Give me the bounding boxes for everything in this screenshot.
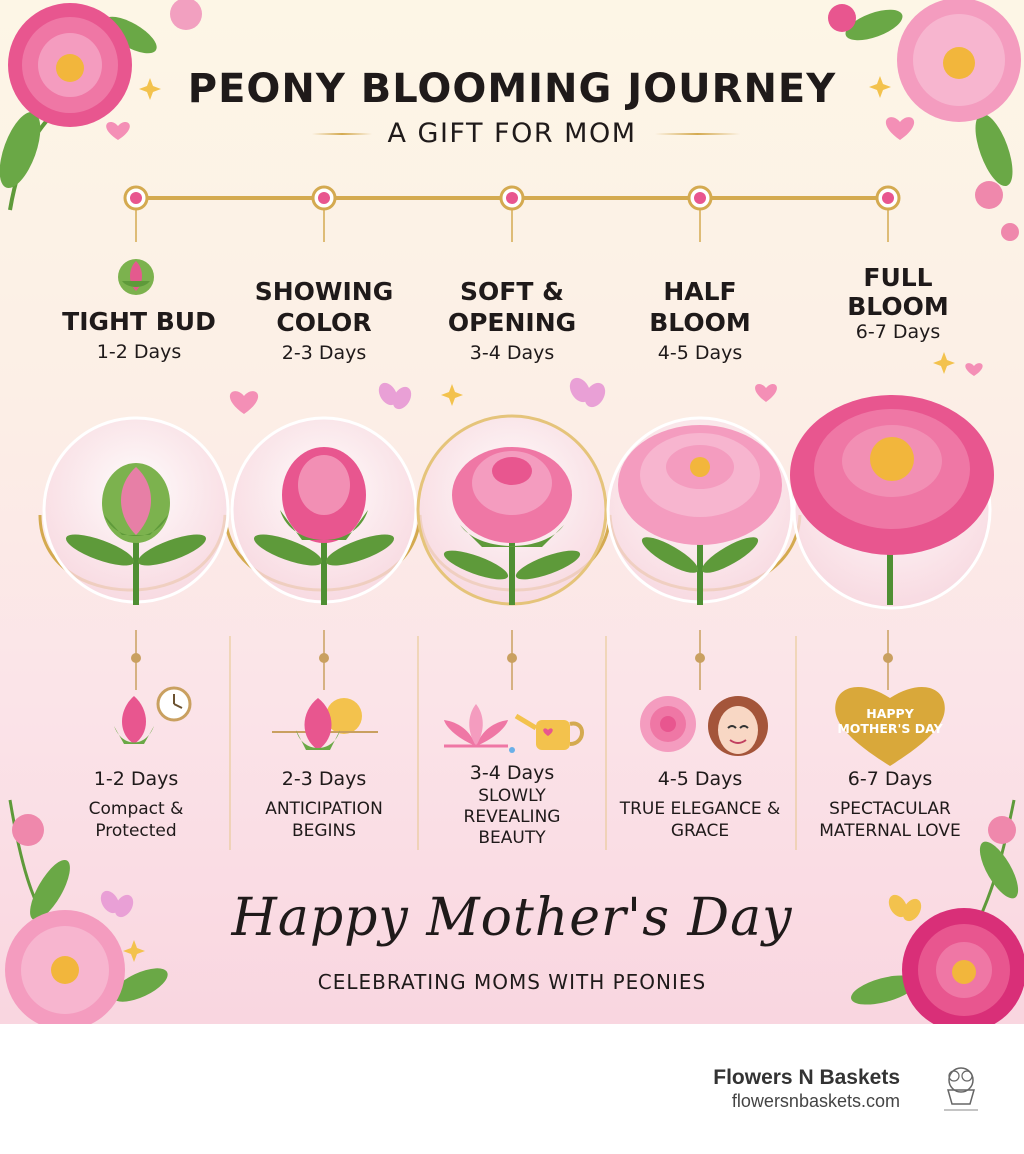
summary-days: 2-3 Days xyxy=(281,768,367,790)
summary-description: TRUE ELEGANCE & GRACE xyxy=(619,799,781,841)
summary-description: SLOWLY REVEALING BEAUTY xyxy=(463,786,561,848)
bud-sun-icon xyxy=(272,690,382,760)
stage-name: TIGHT BUD xyxy=(62,307,216,336)
summary-description: ANTICIPATION BEGINS xyxy=(265,799,383,841)
stage-summary-5 xyxy=(795,768,985,842)
page-title: PEONY BLOOMING JOURNEY xyxy=(187,66,837,112)
rose-woman-icon xyxy=(630,692,770,758)
summary-description: Compact & Protected xyxy=(88,799,184,841)
stage-summary-2 xyxy=(229,768,419,842)
brand-name: Flowers N Baskets xyxy=(713,1066,900,1089)
stage-days: 1-2 Days xyxy=(96,341,182,363)
stage-name: HALF BLOOM xyxy=(649,277,751,337)
summary-days: 4-5 Days xyxy=(657,768,743,790)
stage-days: 6-7 Days xyxy=(855,321,941,343)
stage-days: 2-3 Days xyxy=(281,342,367,364)
stage-summary-4 xyxy=(605,768,795,842)
stage-name: SHOWING COLOR xyxy=(254,277,394,337)
summary-days: 3-4 Days xyxy=(469,762,555,784)
summary-days: 6-7 Days xyxy=(847,768,933,790)
flower-basket-logo-icon xyxy=(938,1064,984,1114)
page-subtitle: A GIFT FOR MOM xyxy=(387,118,637,149)
lotus-watering-can-icon xyxy=(440,700,590,756)
brand-url[interactable]: flowersnbaskets.com xyxy=(731,1091,900,1111)
celebrating-tagline: CELEBRATING MOMS WITH PEONIES xyxy=(317,970,707,994)
stage-summary-1 xyxy=(41,768,231,842)
stage-name: FULL BLOOM xyxy=(847,263,949,321)
happy-mothers-day-headline: Happy Mother's Day xyxy=(231,888,793,948)
stage-name: SOFT & OPENING xyxy=(447,277,577,337)
bud-clock-icon xyxy=(104,682,196,758)
stage-summary-3 xyxy=(417,762,607,849)
summary-description: SPECTACULAR MATERNAL LOVE xyxy=(819,799,961,841)
stage-days: 3-4 Days xyxy=(469,342,555,364)
stage-days: 4-5 Days xyxy=(657,342,743,364)
heart-badge-text: HAPPY MOTHER'S DAY xyxy=(837,706,943,736)
brand-footer xyxy=(0,1024,1024,1154)
summary-days: 1-2 Days xyxy=(93,768,179,790)
